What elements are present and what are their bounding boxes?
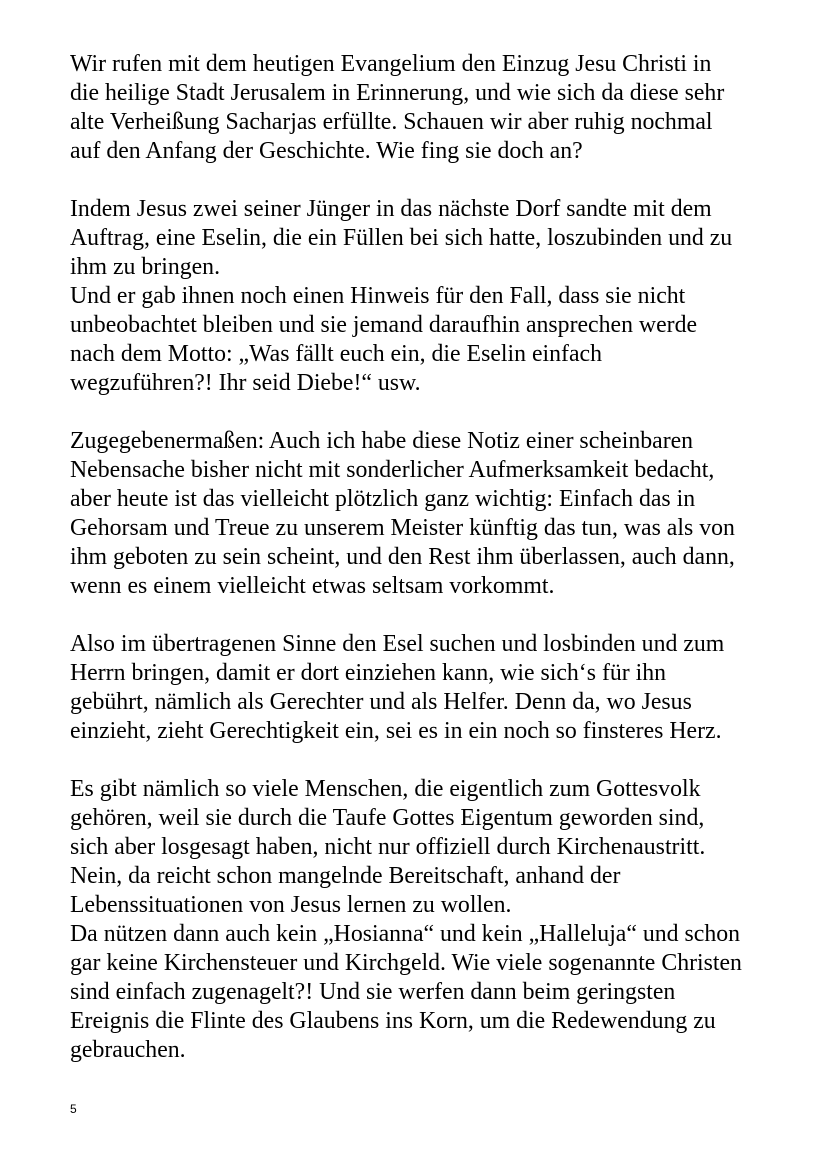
- text-line: Auftrag, eine Eselin, die ein Füllen bei sich hatte, loszubinden und zu: [70, 225, 733, 251]
- text-line: gebührt, nämlich als Gerechter und als Helfer. Denn da, wo Jesus: [70, 689, 692, 715]
- text-line: auf den Anfang der Geschichte. Wie fing sie doch an?: [70, 138, 583, 164]
- text-line: alte Verheißung Sacharjas erfüllte. Schauen wir aber ruhig nochmal: [70, 109, 713, 135]
- text-line: ihm zu bringen.: [70, 254, 221, 280]
- text-line: Ereignis die Flinte des Glaubens ins Korn, um die Redewendung zu: [70, 1008, 716, 1034]
- text-line: sich aber losgesagt haben, nicht nur offiziell durch Kirchenaustritt.: [70, 834, 706, 860]
- text-line: Nein, da reicht schon mangelnde Bereitschaft, anhand der: [70, 863, 621, 889]
- page-number: 5: [70, 1102, 77, 1116]
- paragraph-spacer: [70, 398, 790, 427]
- text-line: ihm geboten zu sein scheint, und den Rest ihm überlassen, auch dann,: [70, 544, 735, 570]
- paragraph-1: [70, 50, 790, 166]
- body-text: [70, 50, 790, 1065]
- text-line: Indem Jesus zwei seiner Jünger in das nächste Dorf sandte mit dem: [70, 196, 712, 222]
- text-line: Herrn bringen, damit er dort einziehen kann, wie sich‘s für ihn: [70, 660, 667, 686]
- text-line: Also im übertragenen Sinne den Esel suchen und losbinden und zum: [70, 631, 725, 657]
- text-line: unbeobachtet bleiben und sie jemand daraufhin ansprechen werde: [70, 312, 698, 338]
- paragraph-spacer: [70, 601, 790, 630]
- text-line: wegzuführen?! Ihr seid Diebe!“ usw.: [70, 370, 421, 396]
- text-line: Gehorsam und Treue zu unserem Meister künftig das tun, was als von: [70, 515, 735, 541]
- text-line: nach dem Motto: „Was fällt euch ein, die Eselin einfach: [70, 341, 603, 367]
- text-line: Wir rufen mit dem heutigen Evangelium den Einzug Jesu Christi in: [70, 51, 712, 77]
- text-line: Nebensache bisher nicht mit sonderlicher Aufmerksamkeit bedacht,: [70, 457, 715, 483]
- text-line: Zugegebenermaßen: Auch ich habe diese Notiz einer scheinbaren: [70, 428, 694, 454]
- text-line: die heilige Stadt Jerusalem in Erinnerung, und wie sich da diese sehr: [70, 80, 725, 106]
- text-line: Es gibt nämlich so viele Menschen, die eigentlich zum Gottesvolk: [70, 776, 701, 802]
- paragraph-5: [70, 775, 790, 1065]
- text-line: sind einfach zugenagelt?! Und sie werfen dann beim geringsten: [70, 979, 676, 1005]
- text-line: gebrauchen.: [70, 1037, 186, 1063]
- paragraph-4: [70, 630, 790, 746]
- text-line: Und er gab ihnen noch einen Hinweis für den Fall, dass sie nicht: [70, 283, 686, 309]
- text-line: gehören, weil sie durch die Taufe Gottes Eigentum geworden sind,: [70, 805, 705, 831]
- text-line: gar keine Kirchensteuer und Kirchgeld. Wie viele sogenannte Christen: [70, 950, 742, 976]
- text-line: aber heute ist das vielleicht plötzlich ganz wichtig: Einfach das in: [70, 486, 696, 512]
- text-line: Da nützen dann auch kein „Hosianna“ und kein „Halleluja“ und schon: [70, 921, 741, 947]
- text-line: wenn es einem vielleicht etwas seltsam vorkommt.: [70, 573, 555, 599]
- text-line: Lebenssituationen von Jesus lernen zu wollen.: [70, 892, 512, 918]
- paragraph-2: [70, 195, 790, 398]
- paragraph-3: [70, 427, 790, 601]
- text-line: einzieht, zieht Gerechtigkeit ein, sei es in ein noch so finsteres Herz.: [70, 718, 722, 744]
- paragraph-spacer: [70, 166, 790, 195]
- paragraph-spacer: [70, 746, 790, 775]
